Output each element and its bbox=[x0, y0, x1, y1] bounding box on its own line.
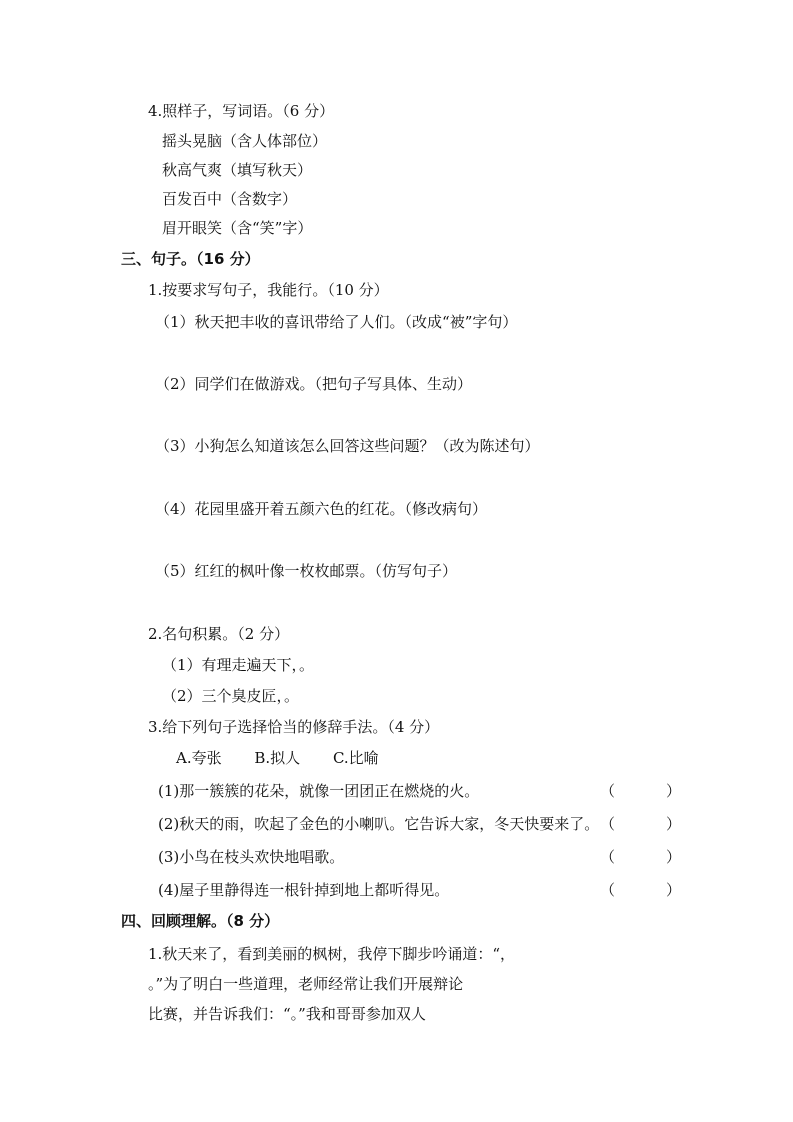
section3-heading: 三、句子。（16 分） bbox=[121, 250, 260, 268]
s3-q2-title: 2.名句积累。（2 分） bbox=[148, 625, 290, 643]
option-a: A.夸张 bbox=[176, 749, 222, 767]
s3-q2-item: （1）有理走遍天下，。 bbox=[162, 656, 315, 674]
paren-close: ） bbox=[666, 815, 682, 833]
s3-q1-item: （2）同学们在做游戏。（把句子写具体、生动） bbox=[155, 375, 473, 393]
paren-close: ） bbox=[666, 848, 682, 866]
s3-q3-item: (3)小鸟在枝头欢快地唱歌。 bbox=[158, 848, 345, 866]
s4-text-line: 1.秋天来了，看到美丽的枫树，我停下脚步吟诵道：“， bbox=[148, 945, 515, 963]
s3-q3-options bbox=[176, 748, 407, 768]
paren-open: （ bbox=[600, 848, 616, 866]
s3-q3-title: 3.给下列句子选择恰当的修辞手法。（4 分） bbox=[148, 718, 440, 736]
q4-item: 百发百中（含数字） bbox=[162, 190, 298, 208]
s3-q1-item: （1）秋天把丰收的喜讯带给了人们。（改成“被”字句） bbox=[155, 313, 518, 331]
paren-open: （ bbox=[600, 815, 616, 833]
s3-q1-title: 1.按要求写句子，我能行。（10 分） bbox=[148, 281, 389, 299]
section4-heading: 四、回顾理解。（8 分） bbox=[121, 912, 280, 930]
q4-item: 秋高气爽（填写秋天） bbox=[162, 161, 313, 179]
s3-q3-item: (4)屋子里静得连一根针掉到地上都听得见。 bbox=[158, 881, 450, 899]
s3-q1-item: （3）小狗怎么知道该怎么回答这些问题？（改为陈述句） bbox=[155, 437, 540, 455]
q4-item: 摇头晃脑（含人体部位） bbox=[162, 132, 328, 150]
s3-q1-item: （5）红红的枫叶像一枚枚邮票。（仿写句子） bbox=[155, 562, 458, 580]
q4-item: 眉开眼笑（含“笑”字） bbox=[162, 219, 313, 237]
s4-text-line: 比赛，并告诉我们：“。”我和哥哥参加双人 bbox=[148, 1005, 426, 1023]
answer-blank[interactable] bbox=[600, 781, 682, 801]
paren-close: ） bbox=[666, 782, 682, 800]
s4-text-line: 。”为了明白一些道理，老师经常让我们开展辩论 bbox=[148, 975, 464, 993]
q4-title: 4.照样子，写词语。（6 分） bbox=[148, 102, 335, 120]
s3-q3-item: (2)秋天的雨，吹起了金色的小喇叭。它告诉大家，冬天快要来了。 bbox=[158, 815, 600, 833]
option-c: C.比喻 bbox=[332, 749, 379, 767]
paren-open: （ bbox=[600, 881, 616, 899]
answer-blank[interactable] bbox=[600, 814, 682, 834]
answer-blank[interactable] bbox=[600, 880, 682, 900]
option-b: B.拟人 bbox=[254, 749, 301, 767]
s3-q3-item: (1)那一簇簇的花朵，就像一团团正在燃烧的火。 bbox=[158, 782, 480, 800]
answer-blank[interactable] bbox=[600, 847, 682, 867]
paren-close: ） bbox=[666, 881, 682, 899]
s3-q2-item: （2）三个臭皮匠，。 bbox=[162, 687, 300, 705]
paren-open: （ bbox=[600, 782, 616, 800]
s3-q1-item: （4）花园里盛开着五颜六色的红花。（修改病句） bbox=[155, 500, 488, 518]
